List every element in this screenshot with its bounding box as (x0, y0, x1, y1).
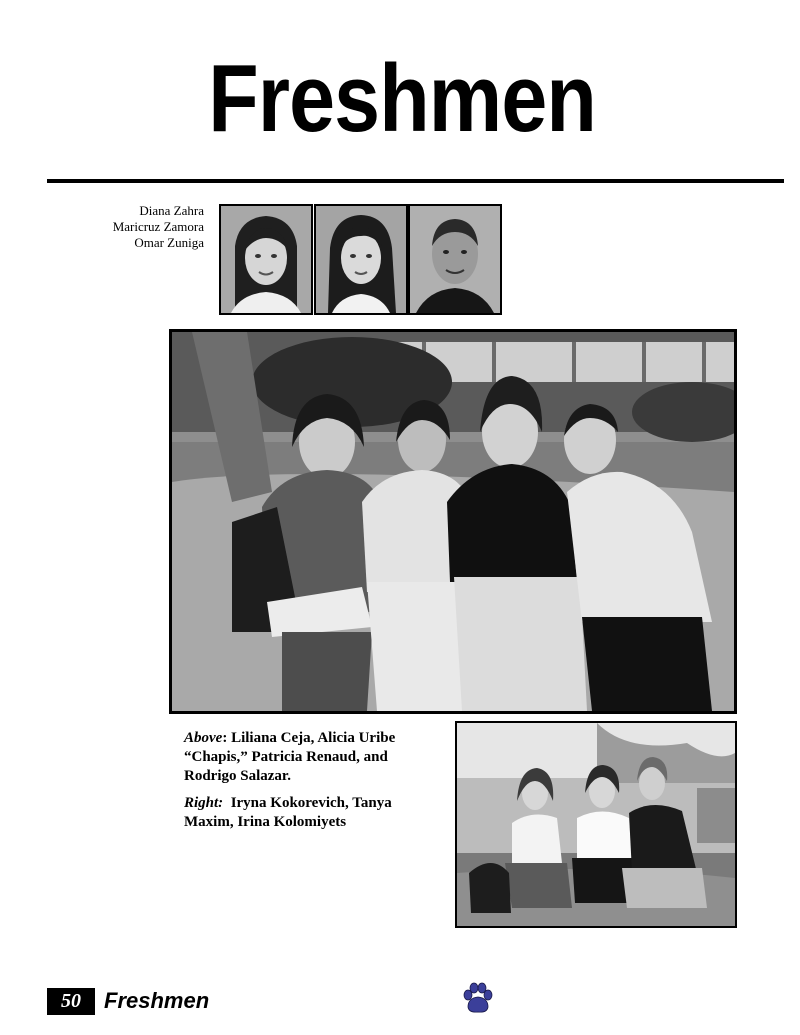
group-photo-image (457, 723, 735, 926)
page-number: 50 (47, 988, 95, 1015)
caption-names-above: Liliana Ceja, Alicia Uribe “Chapis,” Patricia Renaud, and Rodrigo Salazar. (184, 730, 396, 784)
page-title: Freshmen (208, 45, 596, 152)
caption-separator: : (222, 730, 228, 746)
portrait-image (221, 206, 311, 313)
portrait-image (410, 206, 500, 313)
group-photo-above (169, 329, 737, 714)
caption-above (184, 729, 434, 786)
caption-label-right: Right: (184, 795, 224, 811)
portrait-name: Omar Zuniga (134, 235, 204, 250)
portrait-photo-1 (219, 204, 313, 315)
title-divider (47, 179, 784, 183)
paw-print-icon (461, 982, 495, 1016)
group-photo-right (455, 721, 737, 928)
portrait-photo-2 (314, 204, 408, 315)
caption-right (184, 794, 434, 832)
photo-captions (184, 729, 434, 840)
footer-section-title: Freshmen (104, 988, 210, 1013)
caption-label-above: Above (184, 730, 223, 746)
portrait-name: Diana Zahra (139, 203, 204, 218)
portrait-name-list (60, 203, 204, 251)
portrait-photo-3 (408, 204, 502, 315)
caption-names-right: Iryna Kokorevich, Tanya Maxim, Irina Kolomiyets (184, 795, 392, 830)
group-photo-image (172, 332, 734, 711)
portrait-image (316, 206, 406, 313)
portrait-name: Maricruz Zamora (112, 219, 204, 234)
